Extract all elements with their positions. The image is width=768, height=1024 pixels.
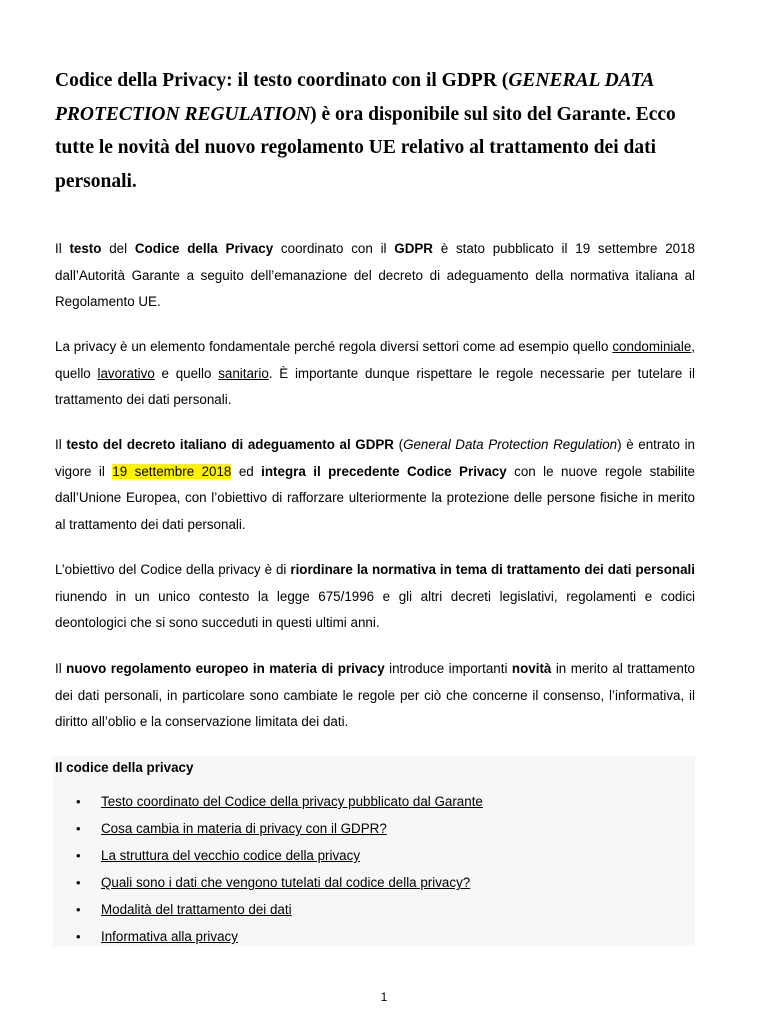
list-item bbox=[55, 846, 483, 873]
text: riunendo in un unico contesto la legge 675/1996 e gli altri decreti legislativi, regolamenti e codici deontologici che si sono succeduti in questi ultimi anni. bbox=[55, 588, 695, 631]
underlined-text: sanitario bbox=[218, 365, 269, 381]
text: è stato pubblicato il 19 settembre 2018 dall’Autorità Garante a seguito dell’emanazione del decreto di adeguamento della normativa italiana al Regolamento UE. bbox=[55, 241, 695, 310]
text: Il bbox=[55, 661, 67, 676]
toc-link[interactable]: La struttura del vecchio codice della privacy bbox=[101, 848, 361, 863]
text: introduce importanti bbox=[384, 661, 512, 676]
toc-list bbox=[55, 792, 483, 954]
list-item bbox=[55, 819, 483, 846]
toc-link[interactable]: Informativa alla privacy bbox=[101, 929, 238, 944]
bullet-icon: • bbox=[76, 875, 81, 890]
bullet-icon: • bbox=[76, 929, 81, 944]
text: La privacy è un elemento fondamentale perché regola diversi settori come ad esempio quello bbox=[55, 339, 613, 354]
paragraph-2 bbox=[55, 334, 695, 414]
text: ed bbox=[231, 463, 262, 479]
bold-text: integra il precedente Codice Privacy bbox=[261, 463, 507, 479]
underlined-text: lavorativo bbox=[97, 365, 155, 381]
text: Il bbox=[55, 437, 67, 452]
text: in merito al trattamento dei dati personali, in particolare sono cambiate le regole per ciò che concerne il consenso, l’informativa, il diritto all’oblio e la conservazione limitata dei dati. bbox=[55, 661, 695, 730]
text: con le nuove regole stabilite dall’Unione Europea, con l’obiettivo di rafforzare ulteriormente la protezione delle persone fisiche in merito al trattamento dei dati personali. bbox=[55, 463, 695, 533]
text: Il bbox=[55, 241, 70, 256]
bold-text: testo bbox=[69, 241, 102, 256]
toc-link[interactable]: Modalità del trattamento dei dati bbox=[101, 902, 292, 917]
document-title bbox=[55, 64, 695, 198]
text: del bbox=[101, 241, 135, 256]
bold-text: Codice della Privacy bbox=[134, 241, 274, 256]
list-item bbox=[55, 873, 483, 900]
toc-link[interactable]: Quali sono i dati che vengono tutelati dal codice della privacy? bbox=[101, 875, 471, 890]
title-italic: GENERAL DATA PROTECTION REGULATION bbox=[55, 70, 654, 125]
paragraph-1 bbox=[55, 236, 695, 316]
list-item bbox=[55, 927, 483, 954]
text: . È importante dunque rispettare le regole necessarie per tutelare il trattamento dei dati personali. bbox=[55, 365, 695, 408]
list-item bbox=[55, 792, 483, 819]
text: , quello bbox=[55, 339, 695, 381]
list-item bbox=[55, 900, 483, 927]
bullet-icon: • bbox=[76, 848, 81, 863]
bullet-icon: • bbox=[76, 902, 81, 917]
highlighted-date: 19 settembre 2018 bbox=[112, 463, 232, 479]
text: coordinato con il bbox=[273, 241, 395, 256]
underlined-text: condominiale bbox=[612, 339, 692, 354]
paragraph-4 bbox=[55, 557, 695, 637]
toc-link[interactable]: Testo coordinato del Codice della privacy pubblicato dal Garante bbox=[101, 794, 483, 809]
title-part2: ) è ora disponibile sul sito del Garante. Ecco tutte le novità del nuovo regolamento UE relativo al trattamento dei dati personali. bbox=[55, 103, 676, 192]
bullet-icon: • bbox=[76, 821, 81, 836]
text: L’obiettivo del Codice della privacy è di bbox=[55, 562, 291, 577]
toc-link[interactable]: Cosa cambia in materia di privacy con il GDPR? bbox=[101, 821, 387, 836]
text: ( bbox=[393, 437, 404, 452]
text: ) è entrato in vigore il bbox=[55, 437, 695, 479]
bold-text: nuovo regolamento europeo in materia di privacy bbox=[66, 661, 385, 676]
page-number: 1 bbox=[380, 990, 388, 1004]
paragraph-5 bbox=[55, 656, 695, 736]
bold-text: GDPR bbox=[394, 241, 433, 256]
italic-text: General Data Protection Regulation bbox=[403, 437, 618, 452]
bold-text: novità bbox=[511, 661, 552, 676]
bold-text: riordinare la normativa in tema di trattamento dei dati personali bbox=[290, 562, 695, 577]
bold-text: testo del decreto italiano di adeguamento al GDPR bbox=[66, 437, 394, 452]
title-part1: Codice della Privacy: il testo coordinato con il GDPR ( bbox=[55, 70, 509, 91]
paragraph-3 bbox=[55, 432, 695, 539]
toc-title: Il codice della privacy bbox=[55, 760, 194, 775]
bullet-icon: • bbox=[76, 794, 81, 809]
text: e quello bbox=[154, 365, 219, 381]
